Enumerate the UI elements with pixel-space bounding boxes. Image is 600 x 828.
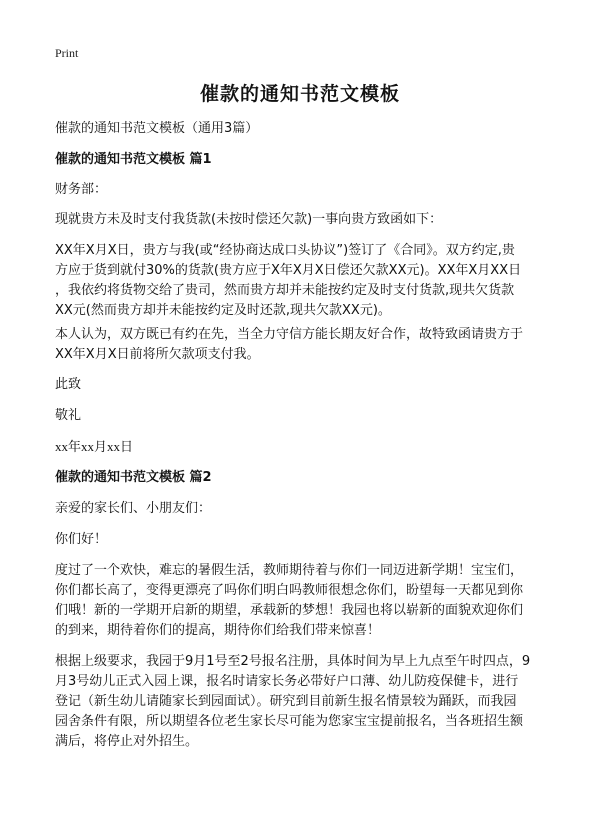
paragraph-line: 园舍条件有限，所以期望各位老生家长尽可能为您家宝宝提前报名，当各班招生额 xyxy=(55,714,524,729)
closing-line-1: 此致 xyxy=(55,377,82,392)
paragraph-line: XX年X月X日前将所欠款项支付我。 xyxy=(55,347,260,362)
paragraph-line: 方应于货到就付30%的货款(贵方应于X年X月X日偿还欠款XX元)。XX年X月XX日 xyxy=(55,263,522,278)
print-label: Print xyxy=(55,46,79,60)
section1-heading: 催款的通知书范文模板 篇1 xyxy=(55,152,212,167)
section1-paragraph-2 xyxy=(55,241,555,321)
paragraph-line: 根据上级要求，我园于9月1号至2号报名注册，具体时间为早上九点至午时四点，9 xyxy=(55,654,531,669)
document-title: 催款的通知书范文模板 xyxy=(199,83,400,105)
paragraph-line: 月3号幼儿正式入园上课，报名时请家长务必带好户口薄、幼儿防疫保健卡，进行 xyxy=(55,674,519,689)
paragraph-line: 你们都长高了，变得更漂亮了吗你们明白吗教师很想念你们，盼望每一天都见到你 xyxy=(55,583,524,598)
paragraph-line: 度过了一个欢快，难忘的暑假生活，教师期待着与你们一同迈进新学期！宝宝们， xyxy=(55,563,524,578)
section1-paragraph-1: 现就贵方未及时支付我货款(未按时偿还欠款)一事向贵方致函如下： xyxy=(55,212,443,227)
paragraph-line: XX元(然而贵方却并未能按约定及时还款,现共欠款XX元)。 xyxy=(55,303,391,318)
paragraph-line: 满后，将停止对外招生。 xyxy=(55,734,199,749)
section2-salutation: 亲爱的家长们、小朋友们： xyxy=(55,501,212,516)
paragraph-line: 们哦！新的一学期开启新的期望，承载新的梦想！我园也将以崭新的面貌欢迎你们 xyxy=(55,603,524,618)
section2-paragraph-1 xyxy=(55,561,555,641)
section2-heading: 催款的通知书范文模板 篇2 xyxy=(55,470,212,485)
paragraph-line: 的到来，期待着你们的提高，期待你们给我们带来惊喜！ xyxy=(55,623,381,638)
section1-paragraph-3 xyxy=(55,325,555,365)
paragraph-line: 登记（新生幼儿请随家长到园面试）。研究到目前新生报名情景较为踊跃，而我园 xyxy=(55,694,517,709)
paragraph-line: XX年X月X日，贵方与我(或“经协商达成口头协议”)签订了《合同》。双方约定,贵 xyxy=(55,243,515,258)
section2-paragraph-2 xyxy=(55,652,555,752)
section1-salutation: 财务部： xyxy=(55,182,108,197)
paragraph-line: ，我依约将货物交给了贵司，然而贵方却并未能按约定及时支付货款,现共欠货款 xyxy=(55,283,515,298)
intro-text: 催款的通知书范文模板（通用3篇） xyxy=(55,121,259,136)
closing-line-2: 敬礼 xyxy=(55,408,82,423)
letter-date: xx年xx月xx日 xyxy=(55,439,134,454)
section2-greeting: 你们好！ xyxy=(55,532,108,547)
paragraph-line: 本人认为，双方既已有约在先，当全力守信方能长期友好合作，故特致函请贵方于 xyxy=(55,327,524,342)
